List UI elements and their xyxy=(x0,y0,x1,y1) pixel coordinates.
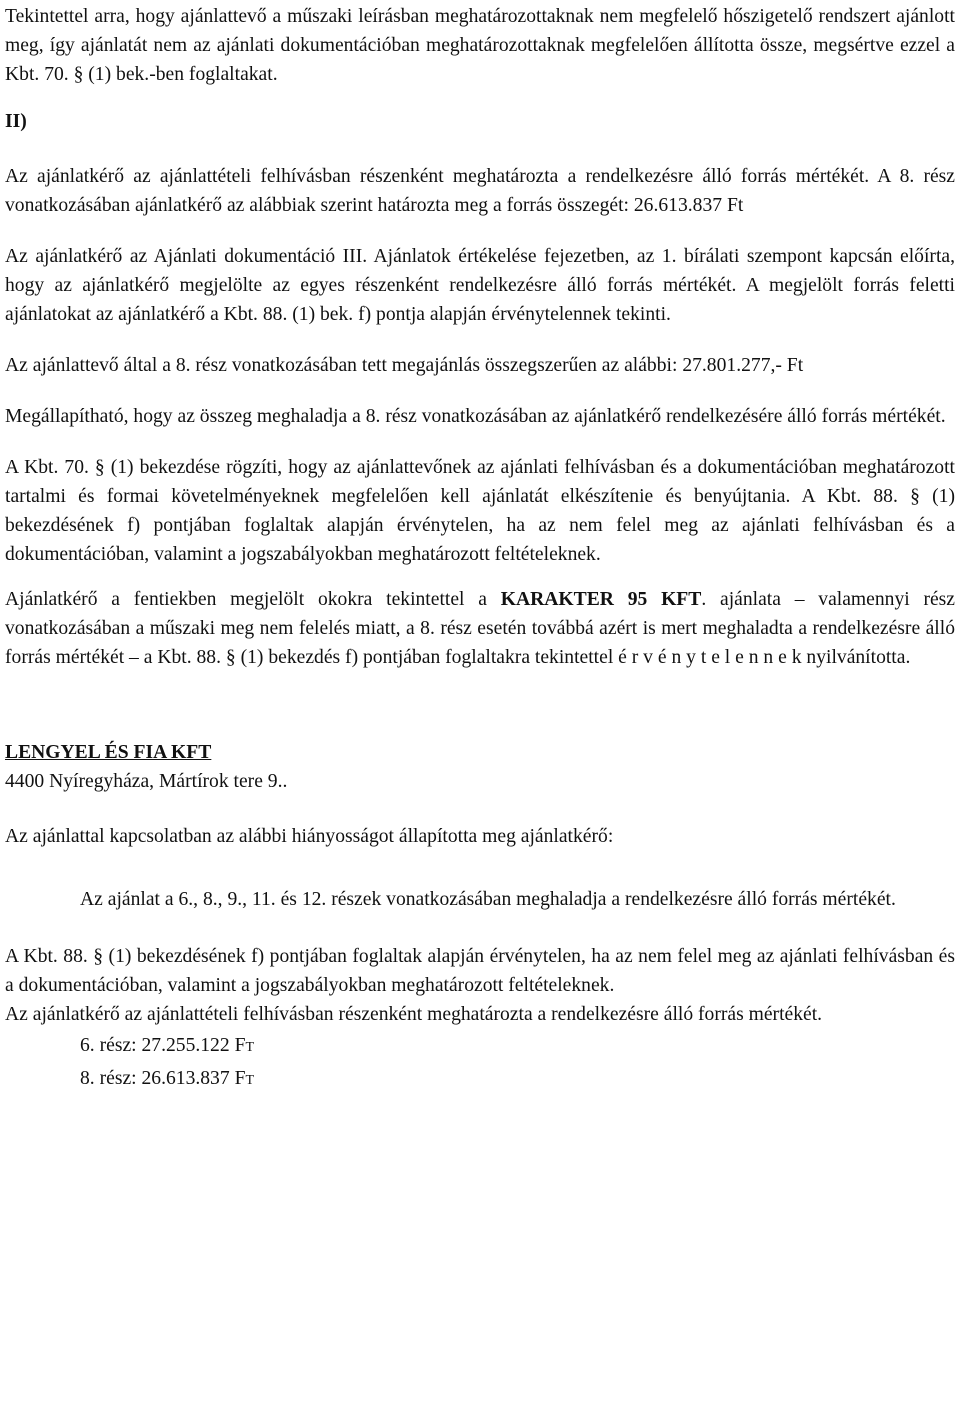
company-heading-lengyel: LENGYEL ÉS FIA KFT xyxy=(5,742,212,763)
decision-text-end: . ajánlata – valamennyi rész vonatkozásában a műszaki meg nem felelés miatt, a 8. rész esetén továbbá azért is mert meghaladta a rendelkezésre álló forrás mértékét – a Kbt. 88. § (1) bekezdés f) pontjában foglaltakra tekintettel é r v é n y t e l e n n e k nyilvánította. xyxy=(5,589,955,668)
paragraph-conclusion: Tekintettel arra, hogy ajánlattevő a műszaki leírásban meghatározottaknak nem megfelelő hőszigetelő rendszert ajánlott meg, így ajánlatát nem az ajánlati dokumentációban meghatározottaknak megfelelően állította össze, megsértve ezzel a Kbt. 70. § (1) bek.-ben foglaltakat. xyxy=(5,6,955,85)
paragraph-deficiency-intro: Az ajánlattal kapcsolatban az alábbi hiányosságot állapította meg ajánlatkérő: xyxy=(5,826,614,847)
paragraph-decision xyxy=(5,585,955,672)
section-heading-ii: II) xyxy=(5,111,27,132)
source-item: 6. rész: 27.255.122 Ft xyxy=(80,1035,255,1056)
paragraph-offer-amount: Az ajánlattevő által a 8. rész vonatkozásában tett megajánlás összegszerűen az alábbi: 27.801.277,- Ft xyxy=(5,355,804,376)
paragraph-deficiency: Az ajánlat a 6., 8., 9., 11. és 12. részek vonatkozásában meghaladja a rendelkezésre álló forrás mértékét. xyxy=(80,889,896,910)
paragraph-budget: Az ajánlatkérő az ajánlattételi felhívásban részenként meghatározta a rendelkezésre álló forrás mértékét. A 8. rész vonatkozásában ajánlatkérő az alábbiak szerint határozta meg a forrás összegét: 26.613.837 Ft xyxy=(5,166,955,216)
source-item: 8. rész: 26.613.837 Ft xyxy=(80,1068,255,1089)
decision-text-start: Ajánlatkérő a fentiekben megjelölt okokra tekintettel a xyxy=(5,589,501,610)
company-name-karakter: KARAKTER 95 KFT xyxy=(500,589,702,610)
paragraph-invalidity-rule: A Kbt. 88. § (1) bekezdésének f) pontjában foglaltak alapján érvénytelen, ha az nem felel meg az ajánlati felhívásban és a dokumentációban, valamint a jogszabályokban meghatározott feltételeknek. xyxy=(5,946,955,996)
paragraph-finding: Megállapítható, hogy az összeg meghaladja a 8. rész vonatkozásában az ajánlatkérő rendelkezésére álló forrás mértékét. xyxy=(5,406,946,427)
paragraph-evaluation-rule: Az ajánlatkérő az Ajánlati dokumentáció III. Ajánlatok értékelése fejezetben, az 1. bírálati szempont kapcsán előírta, hogy az ajánlatkérő megjelölte az egyes részenként rendelkezésre álló forrás mértékét. A megjelölt forrás feletti ajánlatokat az ajánlatkérő a Kbt. 88. (1) bek. f) pontja alapján érvénytelennek tekinti. xyxy=(5,246,955,325)
source-list xyxy=(5,1029,955,1095)
paragraph-legal-basis: A Kbt. 70. § (1) bekezdése rögzíti, hogy az ajánlattevőnek az ajánlati felhívásban és a dokumentációban meghatározott tartalmi és formai követelményeknek megfelelően kell ajánlatát elkészítenie és benyújtania. A Kbt. 88. § (1) bekezdésének f) pontjában foglaltak alapján érvénytelen, ha az nem felel meg az ajánlati felhívásban és a dokumentációban, valamint a jogszabályokban meghatározott feltételeknek. xyxy=(5,457,955,565)
paragraph-budget-by-part: Az ajánlatkérő az ajánlattételi felhívásban részenként meghatározta a rendelkezésre álló forrás mértékét. xyxy=(5,1004,823,1025)
company-address: 4400 Nyíregyháza, Mártírok tere 9.. xyxy=(5,771,288,792)
